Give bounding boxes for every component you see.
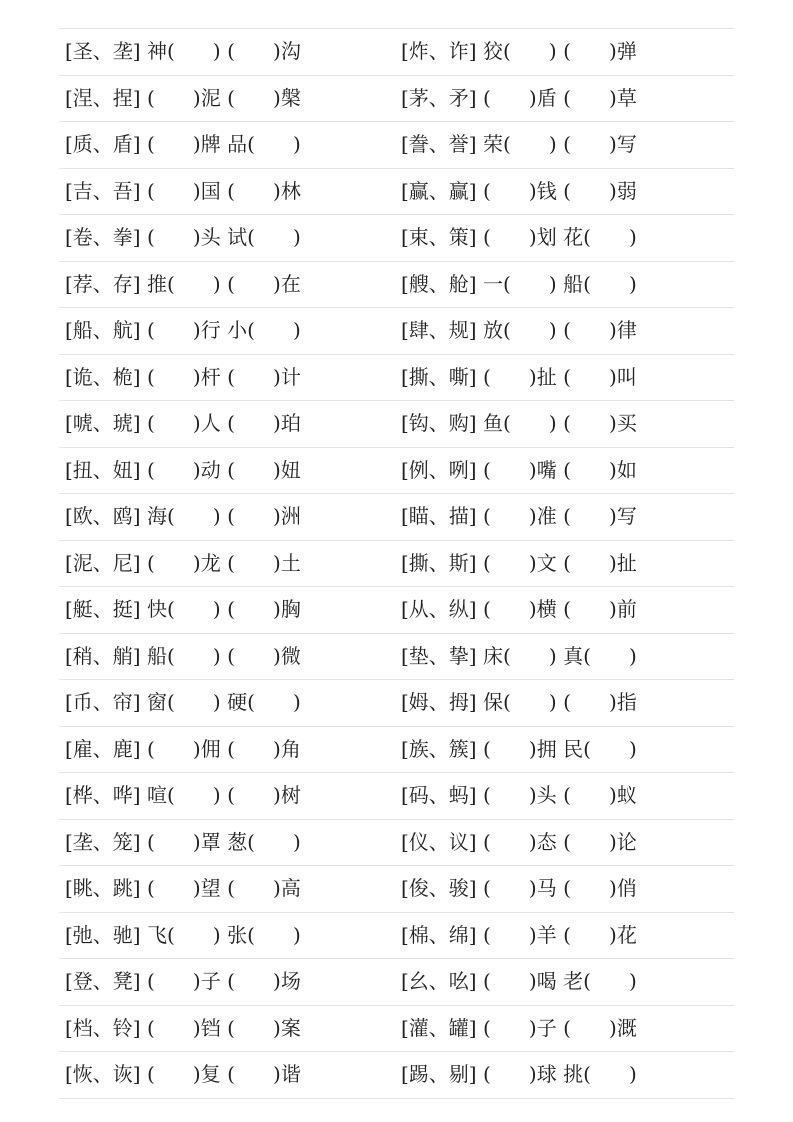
table-row (59, 773, 734, 820)
exercise-right: [赢、赢] ( )钱 ( )弱 (401, 178, 637, 203)
table-row (59, 727, 734, 774)
table-row (59, 494, 734, 541)
exercise-right: [码、蚂] ( )头 ( )蚁 (401, 783, 637, 807)
exercise-left: [泥、尼] ( )龙 ( )土 (65, 550, 301, 575)
table-row (59, 634, 734, 681)
exercise-left: [桦、哗] 喧( ) ( )树 (65, 783, 301, 807)
exercise-right: [誊、誉] 荣( ) ( )写 (401, 132, 637, 156)
table-row (59, 262, 734, 309)
table-row (59, 76, 734, 123)
worksheet-table (59, 28, 734, 1099)
exercise-right: [艘、舱] 一( ) 船( ) (401, 271, 637, 296)
exercise-right: [撕、斯] ( )文 ( )扯 (401, 550, 637, 575)
exercise-right: [钩、购] 鱼( ) ( )买 (401, 411, 637, 435)
table-row (59, 913, 734, 960)
exercise-left: [艇、挺] 快( ) ( )胸 (65, 597, 301, 621)
exercise-right: [踢、剔] ( )球 挑( ) (401, 1062, 637, 1086)
table-row (59, 866, 734, 913)
exercise-left: [质、盾] ( )牌 品( ) (65, 132, 301, 156)
exercise-left: [圣、垄] 神( ) ( )沟 (65, 39, 301, 63)
exercise-right: [俊、骏] ( )马 ( )俏 (401, 876, 637, 900)
exercise-left: [船、航] ( )行 小( ) (65, 318, 301, 342)
exercise-left: [弛、驰] 飞( ) 张( ) (65, 922, 301, 947)
table-row (59, 401, 734, 448)
exercise-left: [欧、鸥] 海( ) ( )洲 (65, 504, 301, 528)
table-row (59, 587, 734, 634)
table-row (59, 1052, 734, 1099)
exercise-left: [扭、妞] ( )动 ( )妞 (65, 457, 301, 482)
table-row (59, 680, 734, 727)
exercise-left: [涅、捏] ( )泥 ( )槃 (65, 85, 301, 110)
exercise-left: [币、帘] 窗( ) 硬( ) (65, 690, 301, 714)
table-row (59, 122, 734, 169)
exercise-right: [姆、拇] 保( ) ( )指 (401, 690, 637, 714)
exercise-right: [从、纵] ( )横 ( )前 (401, 597, 637, 621)
table-row (59, 308, 734, 355)
exercise-left: [垄、笼] ( )罩 葱( ) (65, 829, 301, 854)
exercise-right: [撕、嘶] ( )扯 ( )叫 (401, 364, 637, 389)
exercise-right: [幺、吆] ( )喝 老( ) (401, 969, 637, 993)
exercise-right: [棉、绵] ( )羊 ( )花 (401, 922, 637, 947)
exercise-right: [灌、罐] ( )子 ( )溉 (401, 1015, 637, 1040)
table-row (59, 355, 734, 402)
table-row (59, 448, 734, 495)
exercise-left: [唬、琥] ( )人 ( )珀 (65, 411, 301, 435)
exercise-left: [雇、鹿] ( )佣 ( )角 (65, 736, 301, 761)
table-row (59, 215, 734, 262)
exercise-left: [恢、诙] ( )复 ( )谐 (65, 1062, 301, 1086)
exercise-right: [垫、挚] 床( ) 真( ) (401, 643, 637, 668)
exercise-right: [瞄、描] ( )准 ( )写 (401, 504, 637, 528)
exercise-right: [族、簇] ( )拥 民( ) (401, 736, 637, 761)
exercise-left: [吉、吾] ( )国 ( )林 (65, 178, 301, 203)
exercise-left: [眺、跳] ( )望 ( )高 (65, 876, 301, 900)
exercise-right: [肆、规] 放( ) ( )律 (401, 318, 637, 342)
table-row (59, 169, 734, 216)
exercise-right: [炸、诈] 狡( ) ( )弹 (401, 39, 637, 63)
exercise-right: [仪、议] ( )态 ( )论 (401, 829, 637, 854)
exercise-right: [束、策] ( )划 花( ) (401, 225, 637, 249)
exercise-left: [登、凳] ( )子 ( )场 (65, 969, 301, 993)
exercise-left: [卷、拳] ( )头 试( ) (65, 225, 301, 249)
exercise-right: [例、咧] ( )嘴 ( )如 (401, 457, 637, 482)
table-row (59, 1006, 734, 1053)
table-row (59, 820, 734, 867)
table-row (59, 959, 734, 1006)
exercise-left: [稍、艄] 船( ) ( )微 (65, 643, 301, 668)
exercise-left: [档、铃] ( )铛 ( )案 (65, 1015, 301, 1040)
exercise-left: [诡、桅] ( )杆 ( )计 (65, 364, 301, 389)
table-row (59, 541, 734, 588)
exercise-left: [荐、存] 推( ) ( )在 (65, 271, 301, 296)
exercise-right: [茅、矛] ( )盾 ( )草 (401, 85, 637, 110)
table-row (59, 29, 734, 76)
